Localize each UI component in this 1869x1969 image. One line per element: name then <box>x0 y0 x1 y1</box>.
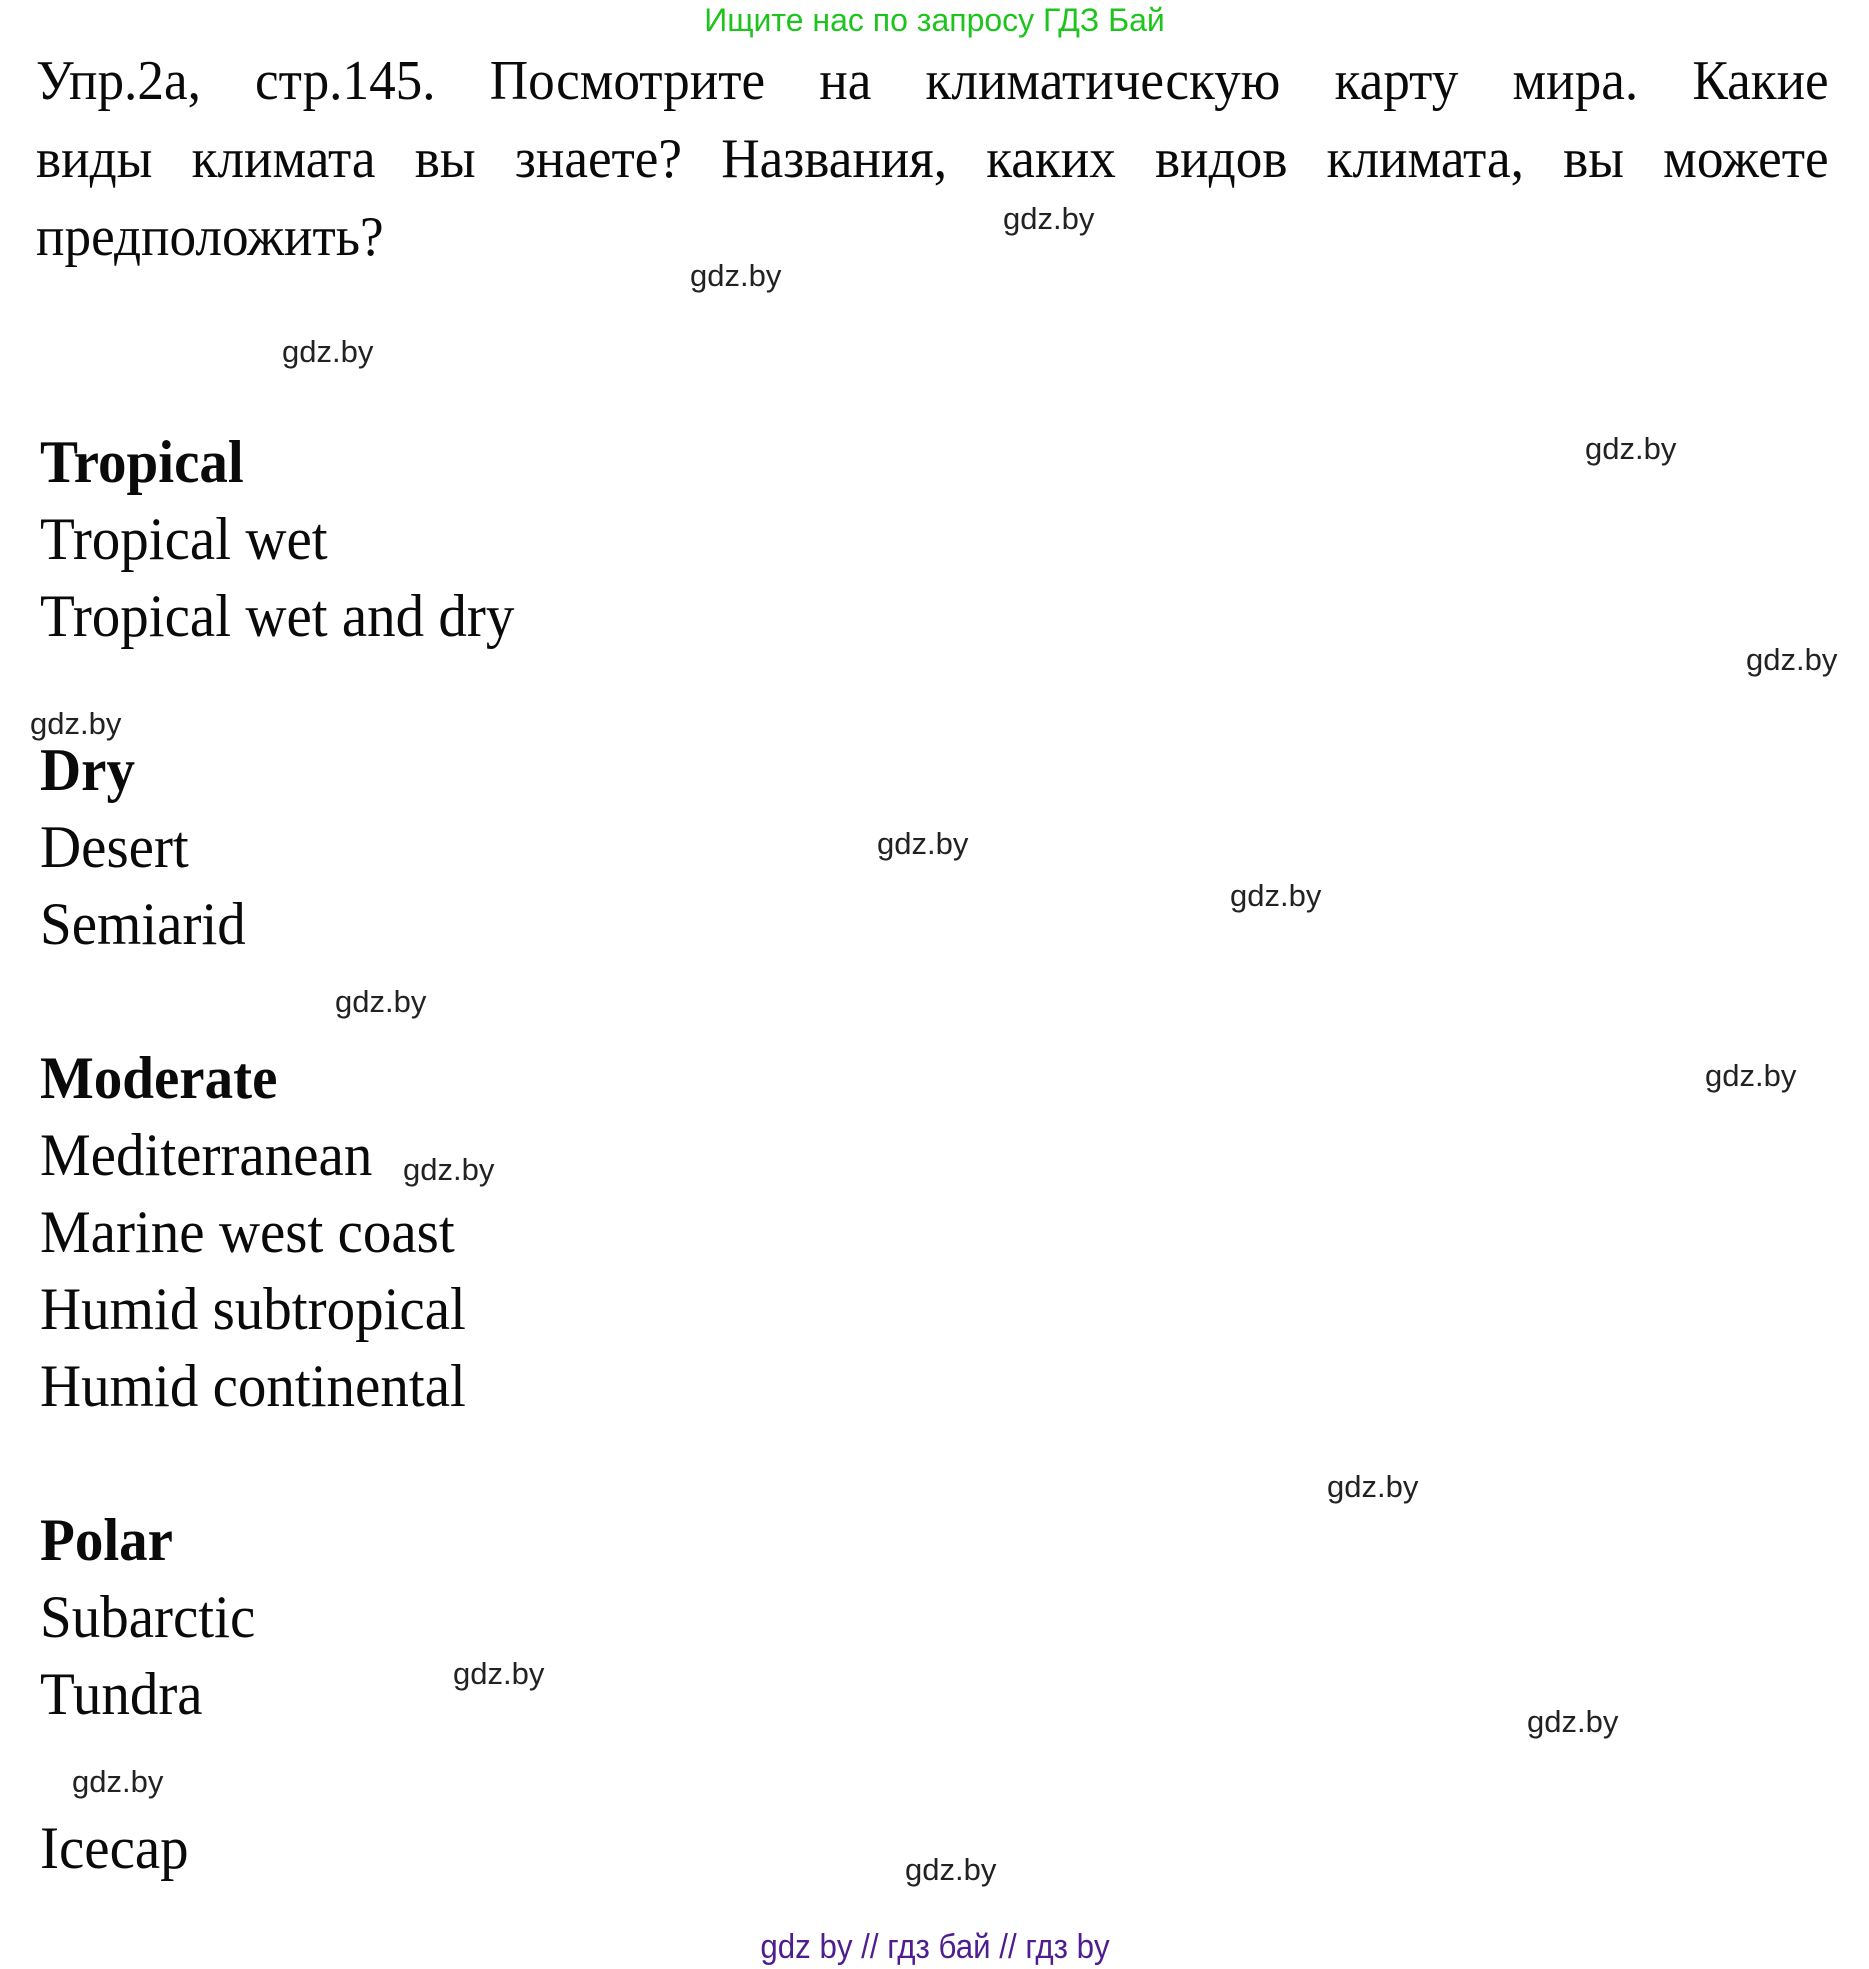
gdz-watermark: gdz.by <box>72 1764 164 1799</box>
gdz-watermark: gdz.by <box>1527 1704 1619 1739</box>
climate-heading-moderate: Moderate <box>40 1045 278 1111</box>
climate-item-semiarid: Semiarid <box>40 891 246 957</box>
climate-heading-polar: Polar <box>40 1507 173 1573</box>
climate-heading-tropical: Tropical <box>40 429 244 495</box>
gdz-watermark: gdz.by <box>1585 431 1677 466</box>
climate-item-desert: Desert <box>40 814 189 880</box>
climate-item-tropical-wet: Tropical wet <box>40 506 328 572</box>
gdz-watermark: gdz.by <box>1327 1469 1419 1504</box>
task-line-1: Упр.2а, стр.145. Посмотрите на климатическую карту мира. Какие <box>36 50 1829 112</box>
gdz-watermark: gdz.by <box>335 984 427 1019</box>
climate-item-tundra: Tundra <box>40 1661 203 1727</box>
gdz-watermark: gdz.by <box>1230 878 1322 913</box>
gdz-watermark: gdz.by <box>403 1152 495 1187</box>
gdz-watermark: gdz.by <box>453 1656 545 1691</box>
task-line-2: виды климата вы знаете? Названия, каких видов климата, вы можете <box>36 128 1829 190</box>
spacer-row <box>40 1425 539 1502</box>
task-line-3: предположить? <box>36 206 384 268</box>
climate-item-humid-continental: Humid continental <box>40 1353 466 1419</box>
gdz-watermark: gdz.by <box>1705 1058 1797 1093</box>
climate-item-humid-subtropical: Humid subtropical <box>40 1276 466 1342</box>
climate-item-icecap: Icecap <box>40 1815 189 1881</box>
climate-item-subarctic: Subarctic <box>40 1584 256 1650</box>
footer-site-names: gdz by // гдз бай // гдз by <box>759 1928 1110 1966</box>
task-paragraph <box>36 42 1829 276</box>
climate-item-tropical-wet-and-dry: Tropical wet and dry <box>40 583 515 649</box>
gdz-watermark: gdz.by <box>690 258 782 293</box>
spacer-row <box>40 963 539 1040</box>
climate-heading-dry: Dry <box>40 737 135 803</box>
gdz-watermark: gdz.by <box>30 706 122 741</box>
gdz-watermark: gdz.by <box>1003 201 1095 236</box>
gdz-watermark: gdz.by <box>905 1852 997 1887</box>
gdz-watermark: gdz.by <box>877 826 969 861</box>
gdz-watermark: gdz.by <box>1746 642 1838 677</box>
climate-item-marine-west-coast: Marine west coast <box>40 1199 455 1265</box>
promo-banner: Ищите нас по запросу ГДЗ Бай <box>704 2 1165 38</box>
gdz-watermark: gdz.by <box>282 334 374 369</box>
climate-item-mediterranean: Mediterranean <box>40 1122 373 1188</box>
